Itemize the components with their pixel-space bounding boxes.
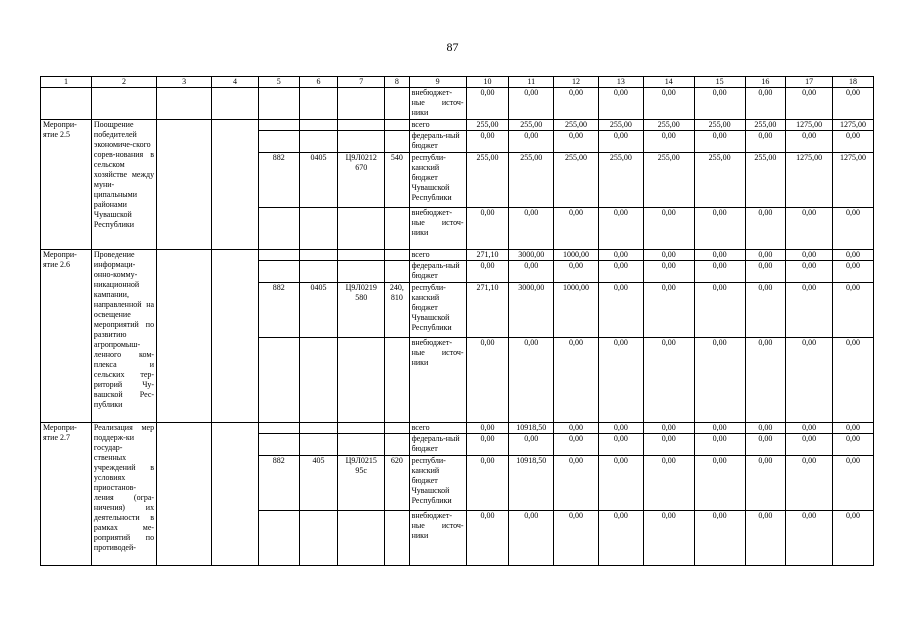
empty-cell — [258, 434, 299, 456]
funding-source-cell: всего — [409, 120, 466, 131]
value-cell: 0,00 — [745, 511, 786, 566]
code-cell: 0405 — [299, 283, 338, 338]
value-cell: 0,00 — [745, 261, 786, 283]
column-number-cell: 11 — [509, 77, 554, 88]
empty-cell — [157, 88, 212, 120]
empty-cell — [299, 131, 338, 153]
value-cell: 0,00 — [745, 131, 786, 153]
value-cell: 0,00 — [598, 131, 643, 153]
page-number: 87 — [446, 40, 459, 54]
value-cell: 255,00 — [694, 153, 745, 208]
value-cell: 0,00 — [554, 88, 599, 120]
empty-cell — [385, 131, 409, 153]
code-cell: 882 — [258, 456, 299, 511]
value-cell: 0,00 — [786, 283, 833, 338]
value-cell: 0,00 — [643, 250, 694, 261]
event-title-cell: Проведение информаци-онно-комму-никационной кампании, направленной на освещение мероприятий по развитию агропромыш-ленного ком-плекса и сельских тер-риторий Чу-вашской Рес-публики — [91, 250, 156, 423]
funding-source-cell: внебюджет-ные источ-ники — [409, 88, 466, 120]
empty-cell — [258, 423, 299, 434]
value-cell: 0,00 — [694, 511, 745, 566]
value-cell: 0,00 — [598, 423, 643, 434]
value-cell: 1275,00 — [786, 120, 833, 131]
value-cell: 3000,00 — [509, 250, 554, 261]
value-cell: 0,00 — [833, 208, 874, 250]
empty-cell — [385, 261, 409, 283]
value-cell: 0,00 — [509, 511, 554, 566]
value-cell: 255,00 — [509, 120, 554, 131]
value-cell: 1275,00 — [833, 120, 874, 131]
value-cell: 0,00 — [786, 261, 833, 283]
funding-source-cell: всего — [409, 423, 466, 434]
funding-source-cell: федераль-ный бюджет — [409, 261, 466, 283]
value-cell: 0,00 — [833, 456, 874, 511]
column-number-cell: 16 — [745, 77, 786, 88]
table-row — [41, 423, 874, 434]
table-row — [41, 88, 874, 120]
value-cell: 0,00 — [694, 261, 745, 283]
empty-cell — [338, 338, 385, 423]
value-cell: 0,00 — [643, 423, 694, 434]
table-row — [41, 250, 874, 261]
value-cell: 0,00 — [554, 208, 599, 250]
empty-cell — [338, 511, 385, 566]
code-cell: Ц9Л0212 670 — [338, 153, 385, 208]
empty-cell — [157, 250, 212, 423]
empty-cell — [91, 88, 156, 120]
value-cell: 0,00 — [554, 261, 599, 283]
value-cell: 0,00 — [833, 131, 874, 153]
column-number-cell: 5 — [258, 77, 299, 88]
value-cell: 0,00 — [786, 131, 833, 153]
value-cell: 255,00 — [509, 153, 554, 208]
value-cell: 0,00 — [466, 208, 509, 250]
value-cell: 0,00 — [598, 283, 643, 338]
empty-cell — [338, 423, 385, 434]
empty-cell — [299, 208, 338, 250]
empty-cell — [212, 88, 259, 120]
column-number-row — [41, 77, 874, 88]
table-row — [41, 120, 874, 131]
value-cell: 0,00 — [694, 88, 745, 120]
value-cell: 0,00 — [745, 423, 786, 434]
value-cell: 0,00 — [643, 208, 694, 250]
value-cell: 1000,00 — [554, 250, 599, 261]
value-cell: 0,00 — [694, 423, 745, 434]
event-title-cell: Реализация мер поддерж-ки государ-ственных учреждений в условиях приостанов-ления (огра-ничения) их деятельности в рамках ме-роприятий по противодей- — [91, 423, 156, 566]
empty-cell — [212, 423, 259, 566]
value-cell: 0,00 — [694, 434, 745, 456]
code-cell: 0405 — [299, 153, 338, 208]
value-cell: 0,00 — [833, 434, 874, 456]
empty-cell — [385, 434, 409, 456]
value-cell: 10918,50 — [509, 423, 554, 434]
funding-source-cell: внебюджет-ные источ-ники — [409, 338, 466, 423]
value-cell: 0,00 — [466, 456, 509, 511]
value-cell: 0,00 — [786, 511, 833, 566]
value-cell: 255,00 — [554, 120, 599, 131]
value-cell: 0,00 — [598, 261, 643, 283]
empty-cell — [299, 120, 338, 131]
empty-cell — [385, 208, 409, 250]
code-cell: 882 — [258, 283, 299, 338]
funding-source-cell: федераль-ный бюджет — [409, 434, 466, 456]
column-number-cell: 3 — [157, 77, 212, 88]
column-number-cell: 14 — [643, 77, 694, 88]
value-cell: 0,00 — [509, 88, 554, 120]
value-cell: 0,00 — [598, 208, 643, 250]
code-cell: 620 — [385, 456, 409, 511]
empty-cell — [338, 120, 385, 131]
value-cell: 0,00 — [694, 456, 745, 511]
empty-cell — [258, 250, 299, 261]
empty-cell — [157, 120, 212, 250]
value-cell: 0,00 — [554, 456, 599, 511]
value-cell: 0,00 — [786, 338, 833, 423]
value-cell: 255,00 — [598, 120, 643, 131]
empty-cell — [338, 131, 385, 153]
empty-cell — [299, 423, 338, 434]
empty-cell — [258, 88, 299, 120]
empty-cell — [385, 338, 409, 423]
value-cell: 0,00 — [509, 261, 554, 283]
empty-cell — [258, 261, 299, 283]
value-cell: 0,00 — [786, 208, 833, 250]
value-cell: 0,00 — [833, 88, 874, 120]
value-cell: 0,00 — [643, 434, 694, 456]
value-cell: 0,00 — [598, 511, 643, 566]
funding-source-cell: всего — [409, 250, 466, 261]
empty-cell — [385, 511, 409, 566]
value-cell: 255,00 — [554, 153, 599, 208]
value-cell: 0,00 — [786, 88, 833, 120]
value-cell: 10918,50 — [509, 456, 554, 511]
empty-cell — [299, 88, 338, 120]
event-label-cell: Меропри-ятие 2.6 — [41, 250, 92, 423]
event-title-cell: Поощрение победителей экономиче-ского сорев-нования в сельском хозяйстве между муни-ципальными районами Чувашской Республики — [91, 120, 156, 250]
value-cell: 0,00 — [833, 338, 874, 423]
empty-cell — [258, 208, 299, 250]
value-cell: 0,00 — [598, 250, 643, 261]
empty-cell — [299, 261, 338, 283]
value-cell: 255,00 — [466, 120, 509, 131]
value-cell: 1275,00 — [833, 153, 874, 208]
empty-cell — [338, 434, 385, 456]
budget-table — [40, 76, 874, 566]
value-cell: 0,00 — [694, 338, 745, 423]
column-number-cell: 6 — [299, 77, 338, 88]
funding-source-cell: республи-канский бюджет Чувашской Республики — [409, 153, 466, 208]
code-cell: 540 — [385, 153, 409, 208]
code-cell: Ц9Л0215 95с — [338, 456, 385, 511]
value-cell: 0,00 — [745, 283, 786, 338]
column-number-cell: 12 — [554, 77, 599, 88]
empty-cell — [299, 434, 338, 456]
value-cell: 0,00 — [745, 208, 786, 250]
value-cell: 0,00 — [466, 338, 509, 423]
value-cell: 0,00 — [833, 511, 874, 566]
funding-source-cell: республи-канский бюджет Чувашской Республики — [409, 456, 466, 511]
code-cell: 240, 810 — [385, 283, 409, 338]
value-cell: 0,00 — [509, 208, 554, 250]
value-cell: 0,00 — [466, 434, 509, 456]
empty-cell — [212, 250, 259, 423]
column-number-cell: 13 — [598, 77, 643, 88]
value-cell: 271,10 — [466, 250, 509, 261]
value-cell: 0,00 — [745, 88, 786, 120]
empty-cell — [299, 338, 338, 423]
empty-cell — [385, 423, 409, 434]
empty-cell — [385, 250, 409, 261]
value-cell: 0,00 — [745, 456, 786, 511]
value-cell: 0,00 — [554, 511, 599, 566]
value-cell: 255,00 — [643, 120, 694, 131]
empty-cell — [212, 120, 259, 250]
value-cell: 0,00 — [554, 434, 599, 456]
value-cell: 0,00 — [509, 131, 554, 153]
value-cell: 1000,00 — [554, 283, 599, 338]
value-cell: 1275,00 — [786, 153, 833, 208]
value-cell: 0,00 — [786, 423, 833, 434]
value-cell: 3000,00 — [509, 283, 554, 338]
code-cell: 405 — [299, 456, 338, 511]
empty-cell — [338, 250, 385, 261]
value-cell: 0,00 — [466, 131, 509, 153]
value-cell: 0,00 — [466, 88, 509, 120]
value-cell: 0,00 — [833, 261, 874, 283]
empty-cell — [299, 250, 338, 261]
value-cell: 0,00 — [643, 338, 694, 423]
value-cell: 0,00 — [598, 456, 643, 511]
value-cell: 0,00 — [466, 261, 509, 283]
value-cell: 0,00 — [598, 434, 643, 456]
value-cell: 0,00 — [643, 131, 694, 153]
value-cell: 0,00 — [833, 250, 874, 261]
column-number-cell: 18 — [833, 77, 874, 88]
value-cell: 0,00 — [786, 250, 833, 261]
value-cell: 0,00 — [466, 511, 509, 566]
value-cell: 0,00 — [745, 250, 786, 261]
column-number-cell: 15 — [694, 77, 745, 88]
value-cell: 271,10 — [466, 283, 509, 338]
value-cell: 0,00 — [745, 338, 786, 423]
funding-source-cell: федераль-ный бюджет — [409, 131, 466, 153]
code-cell: Ц9Л0219 580 — [338, 283, 385, 338]
event-label-cell: Меропри-ятие 2.5 — [41, 120, 92, 250]
value-cell: 0,00 — [786, 434, 833, 456]
value-cell: 0,00 — [554, 131, 599, 153]
value-cell: 0,00 — [643, 511, 694, 566]
value-cell: 0,00 — [509, 338, 554, 423]
empty-cell — [258, 131, 299, 153]
value-cell: 0,00 — [466, 423, 509, 434]
value-cell: 0,00 — [643, 283, 694, 338]
value-cell: 0,00 — [643, 88, 694, 120]
value-cell: 255,00 — [598, 153, 643, 208]
value-cell: 0,00 — [598, 338, 643, 423]
value-cell: 0,00 — [786, 456, 833, 511]
value-cell: 0,00 — [745, 434, 786, 456]
column-number-cell: 8 — [385, 77, 409, 88]
empty-cell — [385, 88, 409, 120]
value-cell: 0,00 — [694, 131, 745, 153]
value-cell: 255,00 — [745, 153, 786, 208]
value-cell: 0,00 — [509, 434, 554, 456]
value-cell: 0,00 — [833, 423, 874, 434]
value-cell: 0,00 — [643, 261, 694, 283]
empty-cell — [258, 511, 299, 566]
column-number-cell: 7 — [338, 77, 385, 88]
value-cell: 0,00 — [694, 208, 745, 250]
empty-cell — [41, 88, 92, 120]
value-cell: 0,00 — [833, 283, 874, 338]
value-cell: 0,00 — [694, 283, 745, 338]
value-cell: 255,00 — [466, 153, 509, 208]
column-number-cell: 10 — [466, 77, 509, 88]
funding-source-cell: внебюджет-ные источ-ники — [409, 208, 466, 250]
empty-cell — [258, 338, 299, 423]
column-number-cell: 9 — [409, 77, 466, 88]
code-cell: 882 — [258, 153, 299, 208]
funding-source-cell: внебюджет-ные источ-ники — [409, 511, 466, 566]
value-cell: 255,00 — [745, 120, 786, 131]
empty-cell — [338, 261, 385, 283]
empty-cell — [385, 120, 409, 131]
empty-cell — [157, 423, 212, 566]
value-cell: 255,00 — [694, 120, 745, 131]
value-cell: 0,00 — [554, 423, 599, 434]
funding-source-cell: республи-канский бюджет Чувашской Республики — [409, 283, 466, 338]
event-label-cell: Меропри-ятие 2.7 — [41, 423, 92, 566]
column-number-cell: 4 — [212, 77, 259, 88]
value-cell: 0,00 — [554, 338, 599, 423]
column-number-cell: 17 — [786, 77, 833, 88]
empty-cell — [338, 88, 385, 120]
value-cell: 0,00 — [694, 250, 745, 261]
empty-cell — [338, 208, 385, 250]
value-cell: 0,00 — [598, 88, 643, 120]
empty-cell — [299, 511, 338, 566]
value-cell: 255,00 — [643, 153, 694, 208]
value-cell: 0,00 — [643, 456, 694, 511]
empty-cell — [258, 120, 299, 131]
column-number-cell: 2 — [91, 77, 156, 88]
column-number-cell: 1 — [41, 77, 92, 88]
